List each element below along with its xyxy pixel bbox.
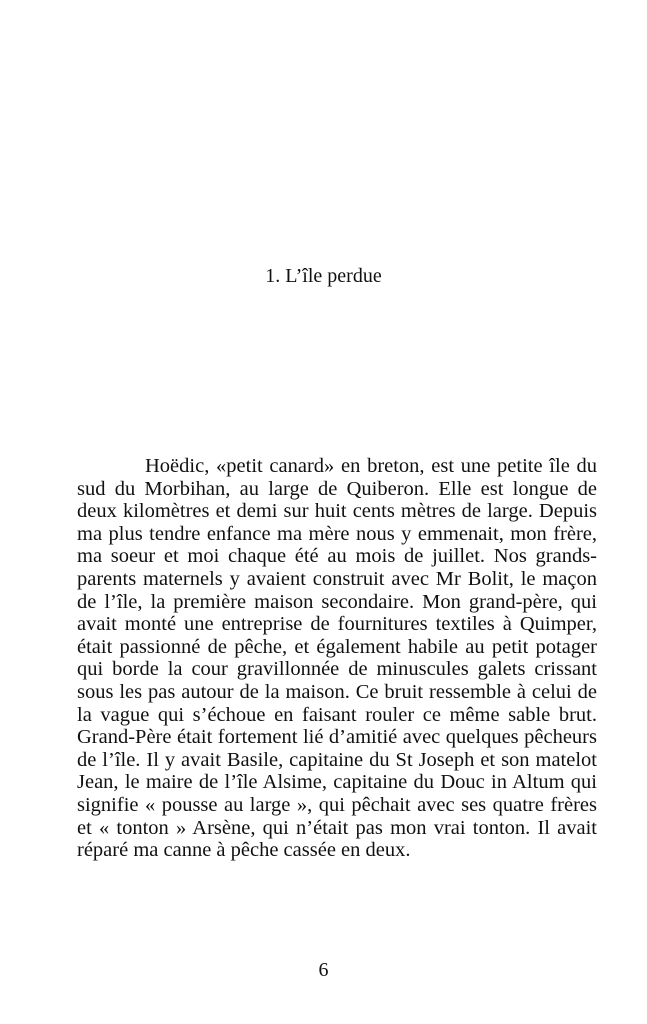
- page-number: 6: [318, 959, 329, 981]
- body-paragraph: Hoëdic, «petit canard» en breton, est une petite île du sud du Morbihan, au large de Quiberon. Elle est longue de deux kilomètres et demi sur huit cents mètres de large. Depuis ma plus tendre enfance ma mère nous y emmenait, mon frère, ma soeur et moi chaque été au mois de juillet. Nos grands-parents maternels y avaient construit avec Mr Bolit, le maçon de l’île, la première maison secondaire. Mon grand-père, qui avait monté une entreprise de fournitures textiles à Quimper, était passionné de pêche, et également habile au petit potager qui borde la cour gravillonnée de minuscules galets crissant sous les pas autour de la maison. Ce bruit ressemble à celui de la vague qui s’échoue en faisant rouler ce même sable brut. Grand-Père était fortement lié d’amitié avec quelques pêcheurs de l’île. Il y avait Basile, capitaine du St Joseph et son matelot Jean, le maire de l’île Alsime, capitaine du Douc in Altum qui signifie « pousse au large », qui pêchait avec ses quatre frères et « tonton » Arsène, qui n’était pas mon vrai tonton. Il avait réparé ma canne à pêche cassée en deux.: [77, 455, 597, 862]
- chapter-title: 1. L’île perdue: [265, 265, 382, 287]
